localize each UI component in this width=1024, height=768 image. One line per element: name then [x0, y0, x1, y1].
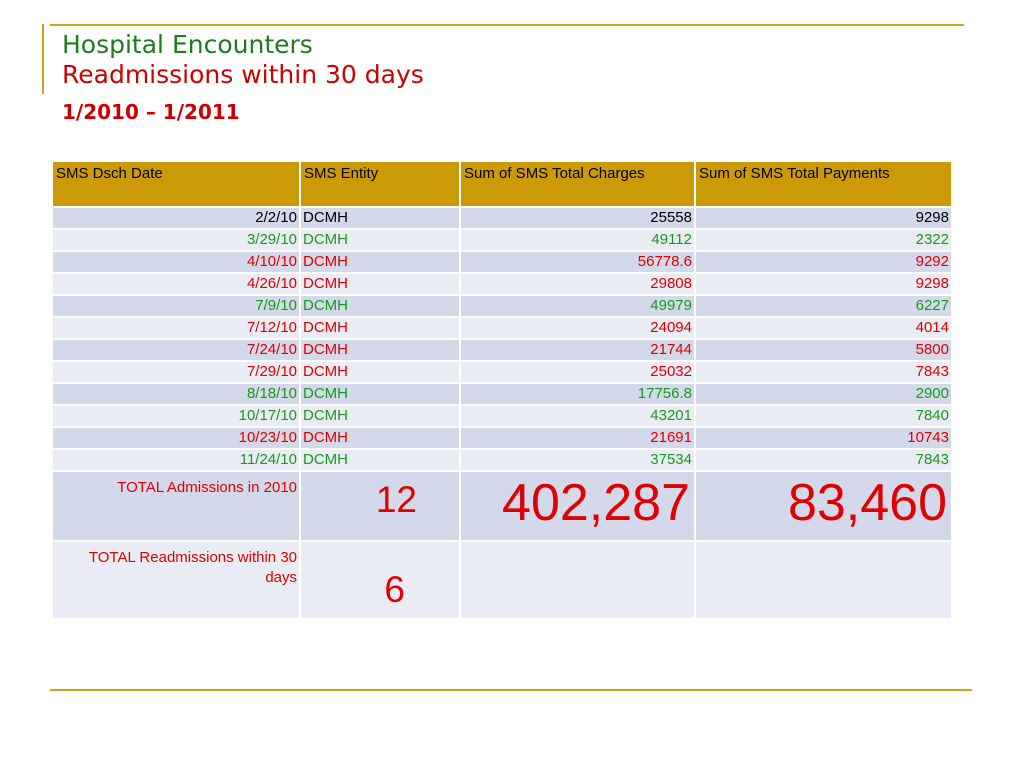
cell-payments: 5800 — [696, 340, 951, 360]
cell-entity: DCMH — [301, 208, 459, 228]
cell-date: 7/9/10 — [53, 296, 299, 316]
cell-entity: DCMH — [301, 406, 459, 426]
cell-date: 2/2/10 — [53, 208, 299, 228]
table-row — [53, 318, 951, 338]
cell-charges: 29808 — [461, 274, 694, 294]
total-admissions-count-cell — [301, 472, 459, 540]
table-row — [53, 362, 951, 382]
empty-cell — [461, 542, 694, 618]
header-dsch-date: SMS Dsch Date — [53, 162, 299, 206]
header-total-charges: Sum of SMS Total Charges — [461, 162, 694, 206]
cell-entity: DCMH — [301, 230, 459, 250]
total-readmissions-row — [53, 542, 951, 618]
cell-date: 7/24/10 — [53, 340, 299, 360]
cell-charges: 49979 — [461, 296, 694, 316]
left-rule — [42, 24, 44, 94]
table-row — [53, 296, 951, 316]
title-line-2: Readmissions within 30 days — [62, 60, 424, 89]
cell-payments: 7840 — [696, 406, 951, 426]
cell-payments: 7843 — [696, 362, 951, 382]
total-admissions-row — [53, 472, 951, 540]
table-row — [53, 384, 951, 404]
cell-payments: 7843 — [696, 450, 951, 470]
top-rule — [50, 24, 964, 26]
header-total-payments: Sum of SMS Total Payments — [696, 162, 951, 206]
cell-date: 4/10/10 — [53, 252, 299, 272]
cell-charges: 21691 — [461, 428, 694, 448]
readmissions-table — [51, 160, 953, 620]
cell-charges: 37534 — [461, 450, 694, 470]
total-admissions-label: TOTAL Admissions in 2010 — [53, 472, 299, 540]
table-row — [53, 450, 951, 470]
table-row — [53, 340, 951, 360]
cell-date: 8/18/10 — [53, 384, 299, 404]
cell-payments: 9298 — [696, 274, 951, 294]
cell-payments: 9298 — [696, 208, 951, 228]
cell-payments: 2900 — [696, 384, 951, 404]
table-row — [53, 252, 951, 272]
total-readmissions-count: 6 — [384, 569, 405, 610]
cell-charges: 17756.8 — [461, 384, 694, 404]
cell-entity: DCMH — [301, 384, 459, 404]
cell-entity: DCMH — [301, 274, 459, 294]
cell-date: 10/23/10 — [53, 428, 299, 448]
table-row — [53, 230, 951, 250]
cell-payments: 9292 — [696, 252, 951, 272]
total-admissions-payments: 83,460 — [696, 472, 951, 540]
cell-charges: 43201 — [461, 406, 694, 426]
title-line-1: Hospital Encounters — [62, 30, 313, 59]
cell-charges: 25032 — [461, 362, 694, 382]
cell-payments: 4014 — [696, 318, 951, 338]
slide-title — [62, 30, 424, 124]
cell-date: 3/29/10 — [53, 230, 299, 250]
cell-charges: 56778.6 — [461, 252, 694, 272]
cell-entity: DCMH — [301, 340, 459, 360]
table-row — [53, 274, 951, 294]
cell-entity: DCMH — [301, 252, 459, 272]
cell-date: 10/17/10 — [53, 406, 299, 426]
cell-payments: 2322 — [696, 230, 951, 250]
cell-payments: 6227 — [696, 296, 951, 316]
cell-payments: 10743 — [696, 428, 951, 448]
cell-entity: DCMH — [301, 428, 459, 448]
cell-entity: DCMH — [301, 318, 459, 338]
header-entity: SMS Entity — [301, 162, 459, 206]
cell-charges: 49112 — [461, 230, 694, 250]
cell-date: 7/12/10 — [53, 318, 299, 338]
cell-entity: DCMH — [301, 296, 459, 316]
total-admissions-charges: 402,287 — [461, 472, 694, 540]
total-admissions-count: 12 — [375, 479, 417, 520]
total-readmissions-count-cell — [301, 542, 459, 618]
empty-cell — [696, 542, 951, 618]
cell-charges: 25558 — [461, 208, 694, 228]
title-date-range: 1/2010 – 1/2011 — [62, 100, 240, 124]
total-readmissions-label: TOTAL Readmissions within 30 days — [53, 542, 299, 618]
table-header-row — [53, 162, 951, 206]
cell-charges: 21744 — [461, 340, 694, 360]
cell-date: 4/26/10 — [53, 274, 299, 294]
bottom-rule — [50, 689, 972, 691]
table-body — [53, 208, 951, 470]
cell-charges: 24094 — [461, 318, 694, 338]
cell-entity: DCMH — [301, 362, 459, 382]
cell-date: 7/29/10 — [53, 362, 299, 382]
table-row — [53, 428, 951, 448]
cell-date: 11/24/10 — [53, 450, 299, 470]
cell-entity: DCMH — [301, 450, 459, 470]
table-row — [53, 406, 951, 426]
table-row — [53, 208, 951, 228]
